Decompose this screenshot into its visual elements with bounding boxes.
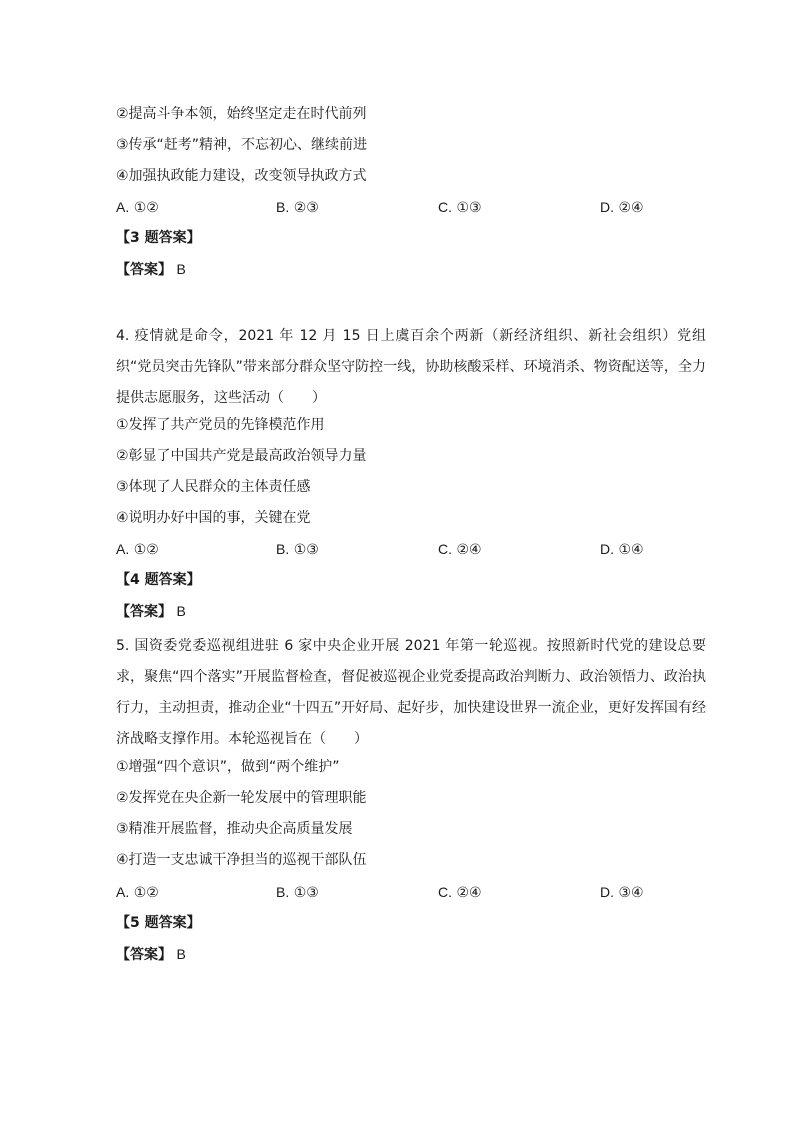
q5-option-d-key: D. — [600, 884, 614, 900]
q3-option-c-key: C. — [438, 199, 452, 215]
q5-item-1: ①增强“四个意识”，做到“两个维护” — [116, 759, 340, 775]
q3-option-b-key: B. — [276, 199, 290, 215]
q3-answer-label: 【答案】 — [116, 262, 172, 278]
q3-answer-heading: 【3 题答案】 — [116, 230, 201, 246]
q3-option-c-text: ①③ — [456, 200, 482, 216]
q3-option-d-text: ②④ — [618, 200, 644, 216]
q5-option-c-key: C. — [438, 884, 452, 900]
q5-item-4: ④打造一支忠诚干净担当的巡视干部队伍 — [116, 852, 367, 868]
q4-option-b-text: ①③ — [293, 542, 319, 558]
q5-item-2: ②发挥党在央企新一轮发展中的管理职能 — [116, 790, 367, 806]
q3-item-4: ④加强执政能力建设，改变领导执政方式 — [116, 168, 367, 184]
q5-item-3: ③精准开展监督，推动央企高质量发展 — [116, 821, 353, 837]
q3-option-a-key: A. — [116, 199, 130, 215]
q4-option-c — [438, 539, 482, 560]
q4-option-a — [116, 539, 159, 560]
q4-option-b — [276, 539, 319, 560]
q5-option-c-text: ②④ — [456, 885, 482, 901]
q4-option-d — [600, 539, 644, 560]
q4-answer-value: B — [176, 603, 186, 619]
q4-option-d-key: D. — [600, 541, 614, 557]
q3-option-d — [600, 197, 644, 218]
q5-option-a-text: ①② — [133, 885, 159, 901]
q4-option-d-text: ①④ — [618, 542, 644, 558]
q4-item-2: ②彰显了中国共产党是最高政治领导力量 — [116, 448, 367, 464]
q5-option-b-key: B. — [276, 884, 290, 900]
q3-answer-value: B — [176, 261, 186, 277]
q5-answer-heading: 【5 题答案】 — [116, 915, 201, 931]
q5-option-a — [116, 882, 159, 903]
q5-answer — [116, 944, 186, 965]
q4-answer-label: 【答案】 — [116, 604, 172, 620]
q5-answer-value: B — [176, 946, 186, 962]
q5-option-b-text: ①③ — [293, 885, 319, 901]
q5-option-d — [600, 882, 644, 903]
q4-option-c-key: C. — [438, 541, 452, 557]
q4-answer — [116, 601, 186, 622]
q5-option-b — [276, 882, 319, 903]
q3-option-a-text: ①② — [133, 200, 159, 216]
q3-item-3: ③传承“赶考”精神，不忘初心、继续前进 — [116, 137, 368, 153]
q4-item-4: ④说明办好中国的事，关键在党 — [116, 510, 311, 526]
q3-option-a — [116, 197, 159, 218]
q4-answer-heading: 【4 题答案】 — [116, 572, 201, 588]
q3-option-b-text: ②③ — [293, 200, 319, 216]
q4-item-3: ③体现了人民群众的主体责任感 — [116, 479, 311, 495]
q5-stem: 5. 国资委党委巡视组进驻 6 家中央企业开展 2021 年第一轮巡视。按照新时代党的建设总要求，聚焦“四个落实”开展监督检查，督促被巡视企业党委提高政治判断力、政治领悟力、政治执行力，主动担责，推动企业“十四五”开好局、起好步，加快建设世界一流企业，更好发挥国有经济战略支撑作用。本轮巡视旨在（ ） — [116, 638, 706, 747]
q5-answer-label: 【答案】 — [116, 947, 172, 963]
q5-option-d-text: ③④ — [618, 885, 644, 901]
q4-stem: 4. 疫情就是命令，2021 年 12 月 15 日上虞百余个两新（新经济组织、新社会组织）党组织“党员突击先锋队”带来部分群众坚守防控一线，协助核酸采样、环境消杀、物资配送等，全力提供志愿服务，这些活动（ ） — [116, 328, 706, 406]
q5-option-c — [438, 882, 482, 903]
q4-option-b-key: B. — [276, 541, 290, 557]
q5-option-a-key: A. — [116, 884, 130, 900]
q3-item-2: ②提高斗争本领，始终坚定走在时代前列 — [116, 106, 367, 122]
q3-answer — [116, 259, 186, 280]
q4-item-1: ①发挥了共产党员的先锋模范作用 — [116, 417, 325, 433]
q4-option-a-text: ①② — [133, 542, 159, 558]
q3-option-c — [438, 197, 482, 218]
q3-option-d-key: D. — [600, 199, 614, 215]
q4-option-a-key: A. — [116, 541, 130, 557]
q3-option-b — [276, 197, 319, 218]
q4-option-c-text: ②④ — [456, 542, 482, 558]
